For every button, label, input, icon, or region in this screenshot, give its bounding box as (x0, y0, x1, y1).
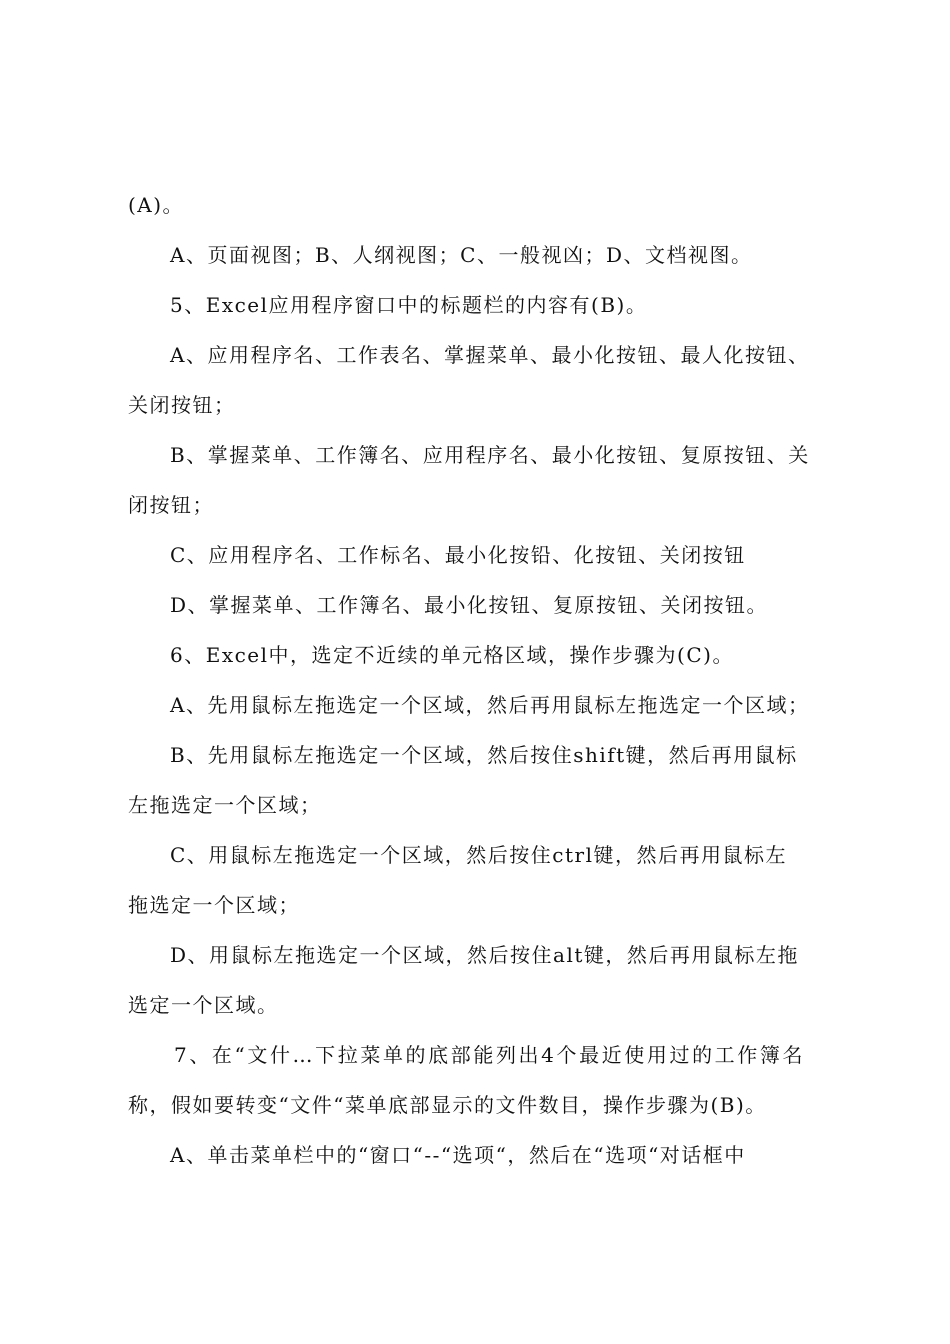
text-line: 选定一个区域。 (128, 993, 279, 1017)
text-line: 称，假如要转变“文件“菜单底部显示的文件数目，操作步骤为(B)。 (128, 1093, 767, 1117)
text-line: 左拖选定一个区域； (128, 793, 322, 817)
text-line: C、应用程序名、工作标名、最小化按铅、化按钮、关闭按钮 (170, 543, 746, 567)
text-line: 5、Excel应用程序窗口中的标题栏的内容有(B)。 (170, 293, 648, 317)
text-line: 关闭按钮； (128, 393, 236, 417)
text-line: 6、Excel中，选定不近续的单元格区域，操作步骤为(C)。 (170, 643, 734, 667)
text-line: A、页面视图；B、人纲视图；C、一般视凶；D、文档视图。 (170, 243, 753, 267)
text-line: A、单击菜单栏中的“窗口“--“选项“，然后在“选项“对话框中 (170, 1143, 746, 1167)
text-line: 7、在“文什…下拉菜单的底部能列出4个最近使用过的工作簿名 (174, 1043, 806, 1067)
text-line: D、掌握菜单、工作簿名、最小化按钮、复原按钮、关闭按钮。 (170, 593, 769, 617)
text-line: C、用鼠标左拖选定一个区域，然后按住ctrl键，然后再用鼠标左 (170, 843, 787, 867)
text-line: B、掌握菜单、工作簿名、应用程序名、最小化按钮、复原按钮、关 (170, 443, 810, 467)
text-line: 闭按钮； (128, 493, 214, 517)
text-line: (A)。 (128, 193, 185, 217)
text-line: D、用鼠标左拖选定一个区域，然后按住alt键，然后再用鼠标左拖 (170, 943, 799, 967)
text-line: A、先用鼠标左拖选定一个区域，然后再用鼠标左拖选定一个区域； (170, 693, 810, 717)
text-line: B、先用鼠标左拖选定一个区域，然后按住shift键，然后再用鼠标 (170, 743, 798, 767)
text-line: 拖选定一个区域； (128, 893, 300, 917)
text-line: A、应用程序名、工作表名、掌握菜单、最小化按钮、最人化按钮、 (170, 343, 810, 367)
